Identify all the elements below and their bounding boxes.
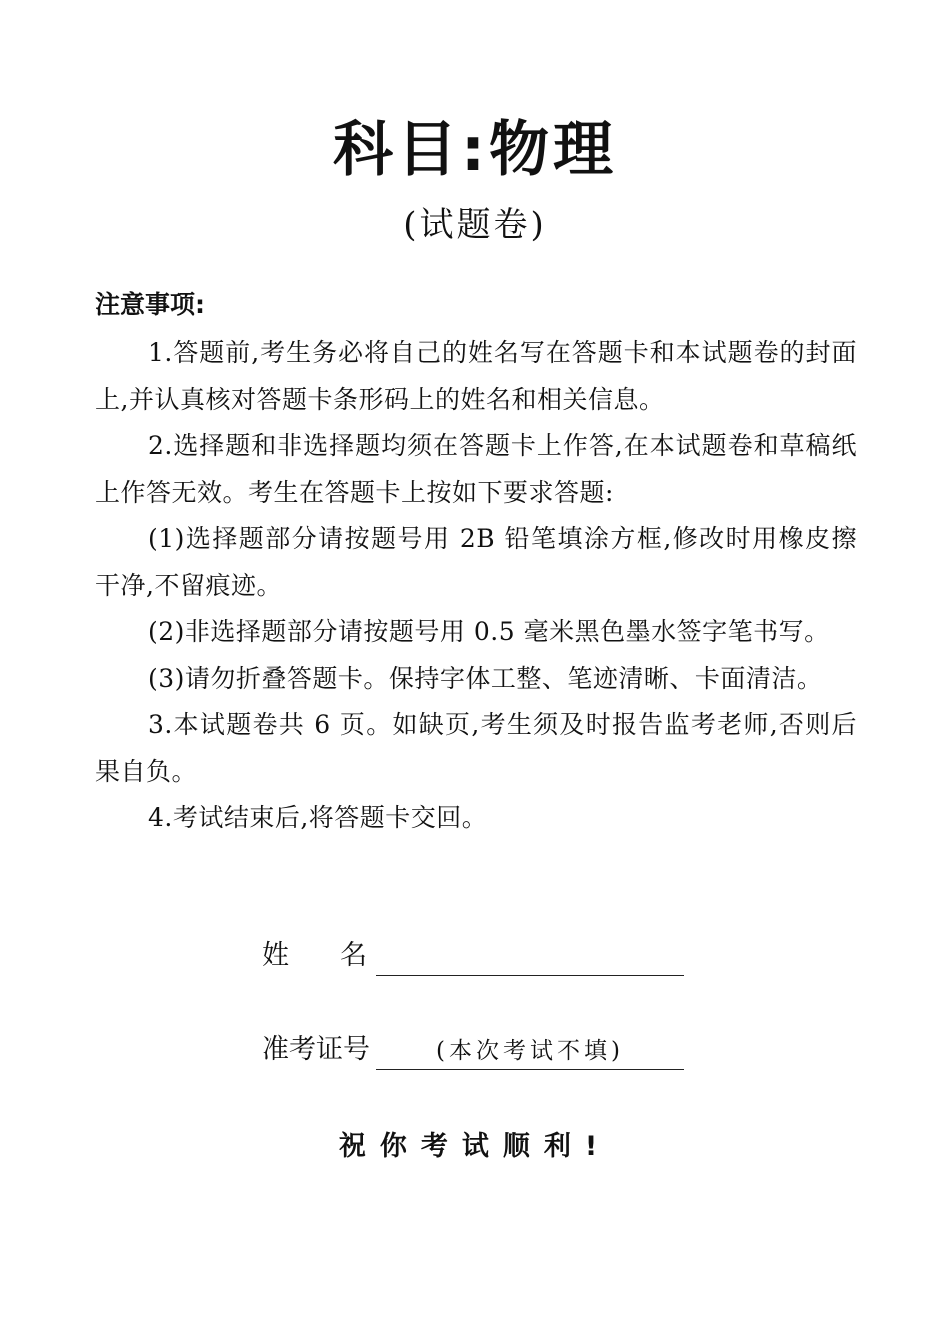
notice-item-4: 4.考试结束后,将答题卡交回。 — [148, 803, 488, 832]
notice-list — [95, 330, 857, 842]
notice-item-2-3: (3)请勿折叠答题卡。保持字体工整、笔迹清晰、卡面清洁。 — [148, 663, 823, 693]
exam-id-field-row — [262, 1030, 684, 1070]
name-field-line[interactable] — [376, 941, 684, 976]
exam-id-field-label: 准考证号 — [262, 1034, 370, 1065]
exam-id-field-line: (本次考试不填) — [376, 1035, 684, 1070]
notice-item-1: 1.答题前,考生务必将自己的姓名写在答题卡和本试题卷的封面上,并认真核对答题卡条形码上的姓名和相关信息。 — [95, 338, 857, 414]
notice-heading: 注意事项: — [95, 290, 205, 319]
notice-item-2-1: (1)选择题部分请按题号用 2B 铅笔填涂方框,修改时用橡皮擦干净,不留痕迹。 — [95, 524, 857, 600]
notice-item-2: 2.选择题和非选择题均须在答题卡上作答,在本试题卷和草稿纸上作答无效。考生在答题卡上按如下要求答题: — [95, 431, 857, 507]
closing-wish: 祝你考试顺利! — [338, 1131, 612, 1162]
name-field-row — [262, 936, 684, 976]
exam-paper-subtitle: (试题卷) — [403, 205, 547, 245]
notice-item-3: 3.本试题卷共 6 页。如缺页,考生须及时报告监考老师,否则后果自负。 — [95, 710, 857, 786]
name-field-label: 姓名 — [262, 940, 418, 971]
exam-subject-title: 科目:物理 — [333, 115, 617, 185]
notice-item-2-2: (2)非选择题部分请按题号用 0.5 毫米黑色墨水签字笔书写。 — [148, 617, 830, 646]
